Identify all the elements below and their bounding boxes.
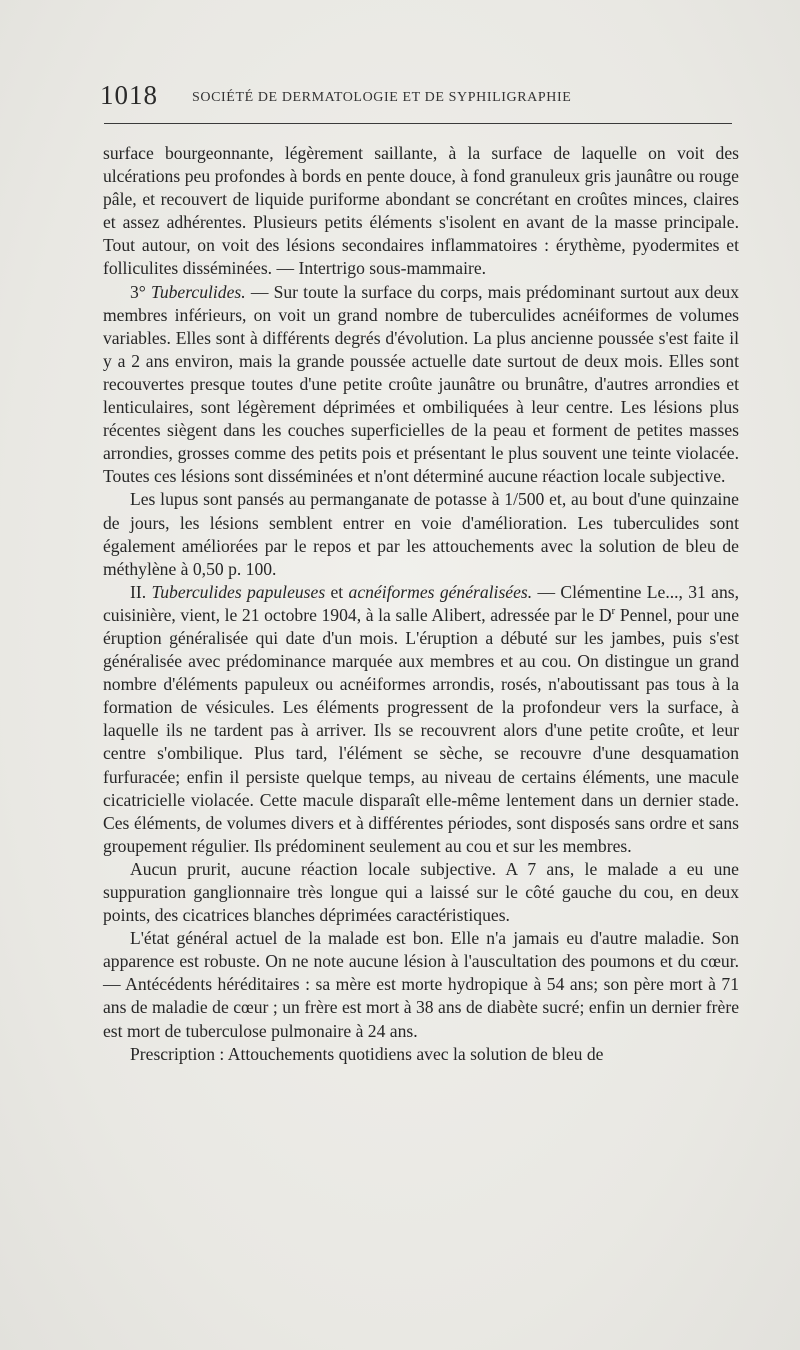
paragraph-continuation: surface bourgeonnante, légèrement saillante, à la surface de laquelle on voit des ulcérations peu profondes à bords en pente douce, à fond granuleux gris jaunâtre ou rouge pâle, et recouvert de liquide puriforme abondant se concrétant en croûtes minces, claires et assez adhérentes. Plusieurs petits éléments s'isolent en avant de la masse principale. Tout autour, on voit des lésions secondaires inflammatoires : érythème, pyodermites et folliculites disséminées. — Intertrigo sous-mammaire. (103, 143, 739, 279)
case-heading: Tuberculides papuleuses (151, 581, 326, 602)
running-title: SOCIÉTÉ DE DERMATOLOGIE ET DE SYPHILIGRAPHIE (192, 90, 572, 105)
paragraph-text-intro: — Clémentine Le..., 31 ans, cuisinière, vient, le 21 octobre 1904, à la salle Alibert, adressée par le D (103, 581, 740, 625)
paragraph-case-ii (103, 581, 739, 858)
paragraph-tuberculides (103, 281, 739, 489)
paragraph-etat-general: L'état général actuel de la malade est bon. Elle n'a jamais eu d'autre maladie. Son apparence est robuste. On ne note aucune lésion à l'auscultation des poumons et du cœur. — Antécédents héréditaires : sa mère est morte hydropique à 54 ans; son père mort à 71 ans de maladie de cœur ; un frère est mort à 38 ans de diabète sucré; enfin un dernier frère est mort de tuberculose pulmonaire à 24 ans. (103, 928, 739, 1041)
paragraph-text: Pennel, pour une éruption généralisée qui date d'un mois. L'éruption a débuté sur les jambes, puis s'est généralisée avec prédominance marquée aux membres et au cou. On distingue un grand nombre d'éléments papuleux ou acnéiformes arrondis, rosés, n'aboutissant pas tous à la formation de vésicules. Les éléments progressent de la profondeur vers la surface, à laquelle ils ne tardent pas à arriver. Ils se recouvrent alors d'une petite croûte, et leur centre s'ombilique. Plus tard, l'élément se sèche, se recouvre d'une desquamation furfuracée; enfin il persiste quelque temps, au niveau de certains éléments, une macule cicatricielle violacée. Cette macule disparaît elle-même lentement dans un dernier stade. Ces éléments, de volumes divers et à différentes périodes, sont disposés sans ordre et sans groupement régulier. Ils prédominent seulement au cou et sur les membres. (103, 604, 739, 856)
paragraph-prurit: Aucun prurit, aucune réaction locale subjective. A 7 ans, le malade a eu une suppuration ganglionnaire très longue qui a laissé sur le côté gauche du cou, en deux points, des cicatrices blanches déprimées caractéristiques. (103, 858, 739, 926)
paragraph-text: — Sur toute la surface du corps, mais prédominant surtout aux deux membres inférieurs, on voit un grand nombre de tuberculides acnéiformes de volumes variables. Elles sont à différents degrés d'évolution. La plus ancienne poussée s'est faite il y a 2 ans environ, mais la grande poussée actuelle date surtout de deux mois. Elles sont recouvertes presque toutes d'une petite croûte jaunâtre ou brunâtre, d'autres arrondies et lenticulaires, sont légèrement déprimées et ombiliquées à leur centre. Les lésions plus récentes siègent dans les couches superficielles de la peau et forment de petites masses arrondies, grosses comme des petits pois et présentant le plus souvent une teinte violacée. Toutes ces lésions sont disséminées et n'ont déterminé aucune réaction locale subjective. (103, 281, 739, 487)
section-heading: Tuberculides. (151, 281, 246, 302)
paragraph-lupus: Les lupus sont pansés au permanganate de potasse à 1/500 et, au bout d'une quinzaine de jours, les lésions semblent entrer en voie d'amélioration. Les tuberculides sont également améliorées par le repos et par les attouchements avec la solution de bleu de méthylène à 0,50 p. 100. (103, 489, 739, 579)
header-rule (104, 123, 732, 124)
heading-connector: et (325, 581, 349, 602)
case-number: II. (130, 581, 147, 602)
page-number: 1018 (100, 80, 158, 110)
case-heading-2: acnéiformes généralisées. (348, 581, 533, 602)
doctor-superscript: r (611, 605, 616, 618)
paragraph-prescription: Prescription : Attouchements quotidiens avec la solution de bleu de (130, 1043, 604, 1064)
body-text (103, 142, 739, 1066)
section-number: 3° (130, 281, 146, 302)
